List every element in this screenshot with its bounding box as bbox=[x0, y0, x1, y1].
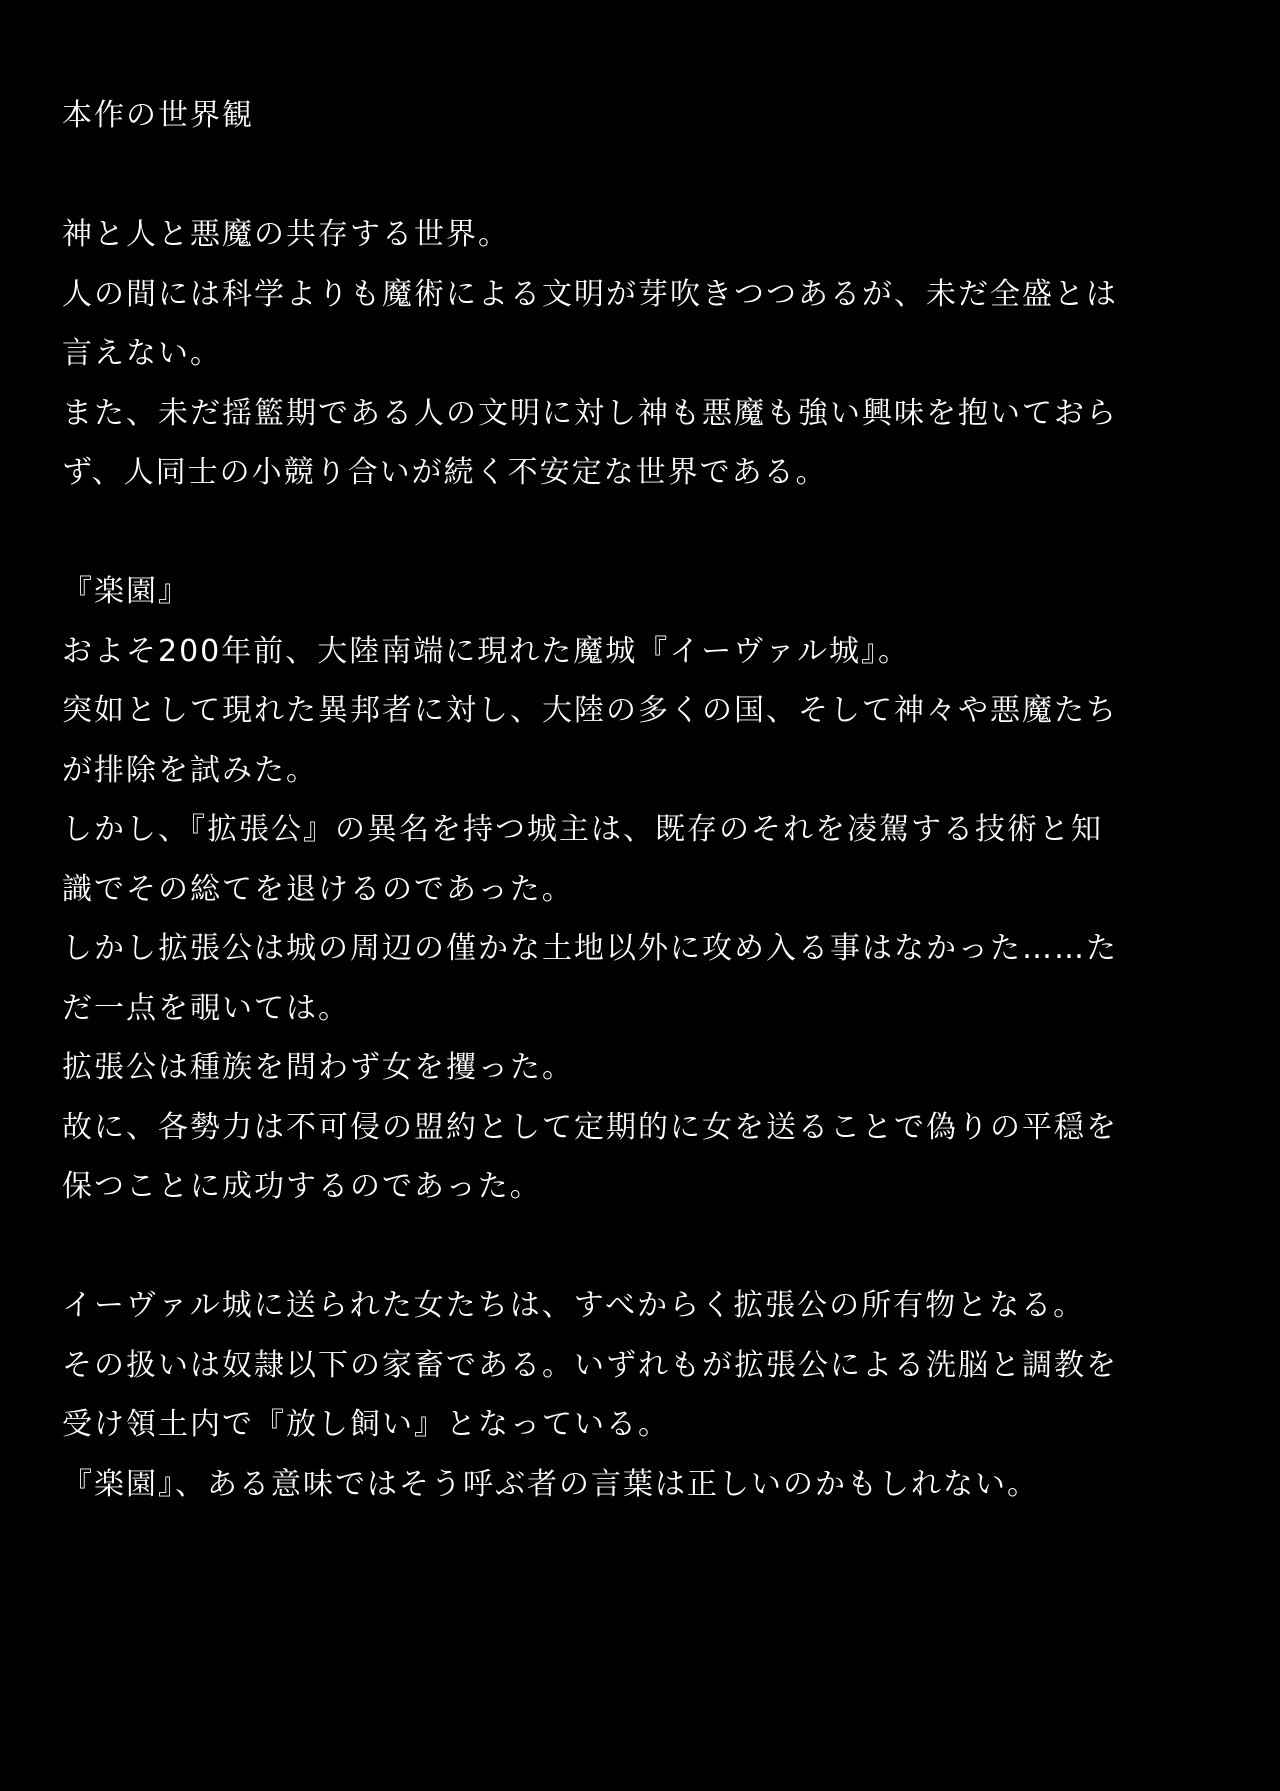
paragraph-line: 受け領土内で『放し飼い』となっている。 bbox=[62, 1407, 670, 1442]
paragraph-line: 人の間には科学よりも魔術による文明が芽吹きつつあるが、未だ全盛とは bbox=[62, 276, 1118, 312]
paragraph-line: ず、人同士の小競り合いが続く不安定な世界である。 bbox=[62, 455, 828, 490]
paragraph-line: だ一点を覗いては。 bbox=[62, 990, 350, 1026]
paragraph-line: およそ200年前、大陸南端に現れた魔城『イーヴァル城』。 bbox=[62, 633, 910, 669]
paragraph-line: 識でその総てを退けるのであった。 bbox=[62, 871, 574, 907]
spacer bbox=[62, 146, 1222, 206]
paragraph-line: 突如として現れた異邦者に対し、大陸の多くの国、そして神々や悪魔たち bbox=[62, 693, 1118, 728]
paragraph-line: イーヴァル城に送られた女たちは、すべからく拡張公の所有物となる。 bbox=[62, 1288, 1086, 1323]
paragraph-line: 故に、各勢力は不可侵の盟約として定期的に女を送ることで偽りの平穏を bbox=[62, 1109, 1118, 1145]
paragraph-line: 『楽園』、ある意味ではそう呼ぶ者の言葉は正しいのかもしれない。 bbox=[62, 1466, 1039, 1502]
paragraph-line: しかし、『拡張公』の異名を持つ城主は、既存のそれを凌駕する技術と知 bbox=[62, 812, 1103, 847]
paragraph-line: 保つことに成功するのであった。 bbox=[62, 1169, 542, 1204]
paragraph-line: また、未だ揺籃期である人の文明に対し神も悪魔も強い興味を抱いておら bbox=[62, 395, 1118, 431]
paragraph-line: 拡張公は種族を問わず女を攫った。 bbox=[62, 1050, 574, 1085]
document-title: 本作の世界観 bbox=[62, 98, 254, 133]
paragraph-line: が排除を試みた。 bbox=[62, 752, 318, 788]
paragraph-line: しかし拡張公は城の周辺の僅かな土地以外に攻め入る事はなかった……た bbox=[62, 931, 1118, 966]
spacer bbox=[62, 1217, 1222, 1277]
spacer bbox=[62, 503, 1222, 563]
paragraph-line: 言えない。 bbox=[62, 336, 222, 371]
paragraph-line: その扱いは奴隷以下の家畜である。いずれもが拡張公による洗脳と調教を bbox=[62, 1347, 1118, 1383]
section-heading: 『楽園』 bbox=[62, 574, 190, 609]
document-body bbox=[62, 86, 1222, 1514]
paragraph-line: 神と人と悪魔の共存する世界。 bbox=[62, 217, 510, 252]
